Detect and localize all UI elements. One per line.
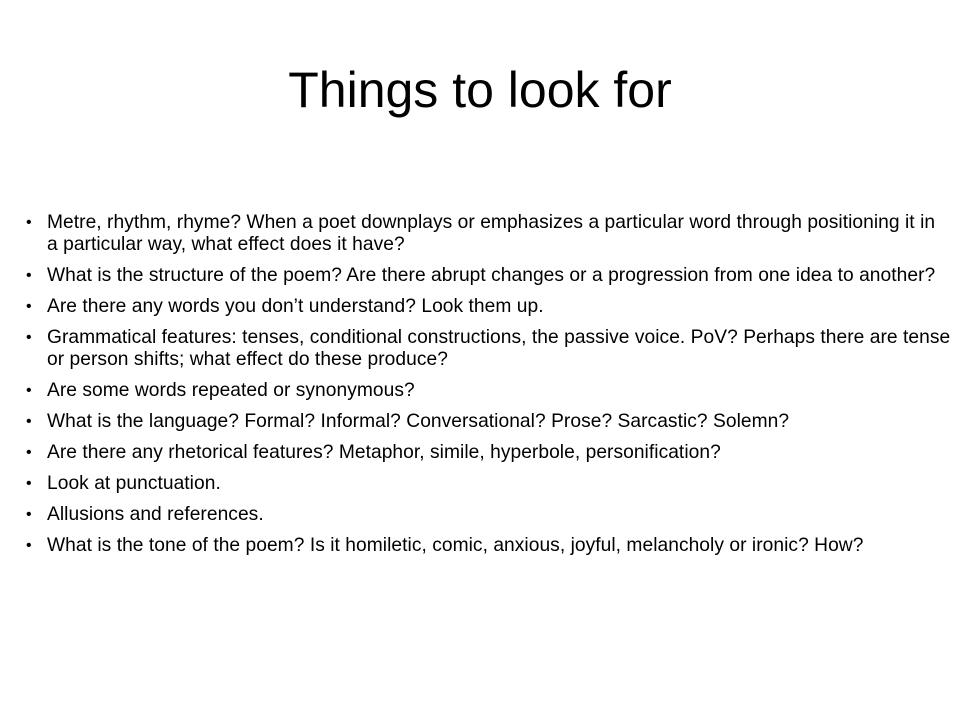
bullet-item [26, 473, 951, 495]
bullet-text: Are there any rhetorical features? Metaphor, simile, hyperbole, personification? [47, 442, 721, 463]
bullet-text: Are some words repeated or synonymous? [47, 380, 415, 401]
bullet-item [26, 327, 951, 371]
bullet-point-icon: • [26, 413, 32, 430]
bullet-point-icon: • [26, 382, 32, 399]
bullet-point-icon: • [26, 444, 32, 461]
bullet-item [26, 504, 951, 526]
bullet-point-icon: • [26, 475, 32, 492]
bullet-list [26, 212, 951, 566]
bullet-text: What is the structure of the poem? Are there abrupt changes or a progression from one idea to another? [47, 265, 936, 286]
bullet-point-icon: • [26, 537, 32, 554]
bullet-point-icon: • [26, 506, 32, 523]
bullet-text: Allusions and references. [47, 504, 264, 525]
bullet-item [26, 442, 951, 464]
slide-title: Things to look for [288, 62, 672, 118]
bullet-item [26, 296, 951, 318]
bullet-text: Are there any words you don’t understand? Look them up. [47, 296, 544, 317]
bullet-text: Look at punctuation. [47, 473, 221, 494]
bullet-point-icon: • [26, 298, 32, 315]
bullet-item [26, 212, 951, 256]
bullet-point-icon: • [26, 214, 32, 231]
bullet-text: What is the tone of the poem? Is it homiletic, comic, anxious, joyful, melancholy or ironic? How? [47, 535, 864, 556]
bullet-item [26, 265, 951, 287]
bullet-item [26, 411, 951, 433]
bullet-point-icon: • [26, 267, 32, 284]
bullet-point-icon: • [26, 329, 32, 346]
bullet-item [26, 535, 951, 557]
bullet-item [26, 380, 951, 402]
bullet-text: What is the language? Formal? Informal? Conversational? Prose? Sarcastic? Solemn? [47, 411, 790, 432]
bullet-text: Metre, rhythm, rhyme? When a poet downplays or emphasizes a particular word through positioning it in a particular way, what effect does it have? [47, 212, 936, 255]
bullet-text: Grammatical features: tenses, conditional constructions, the passive voice. PoV? Perhaps there are tense or person shifts; what effect do these produce? [47, 327, 951, 370]
